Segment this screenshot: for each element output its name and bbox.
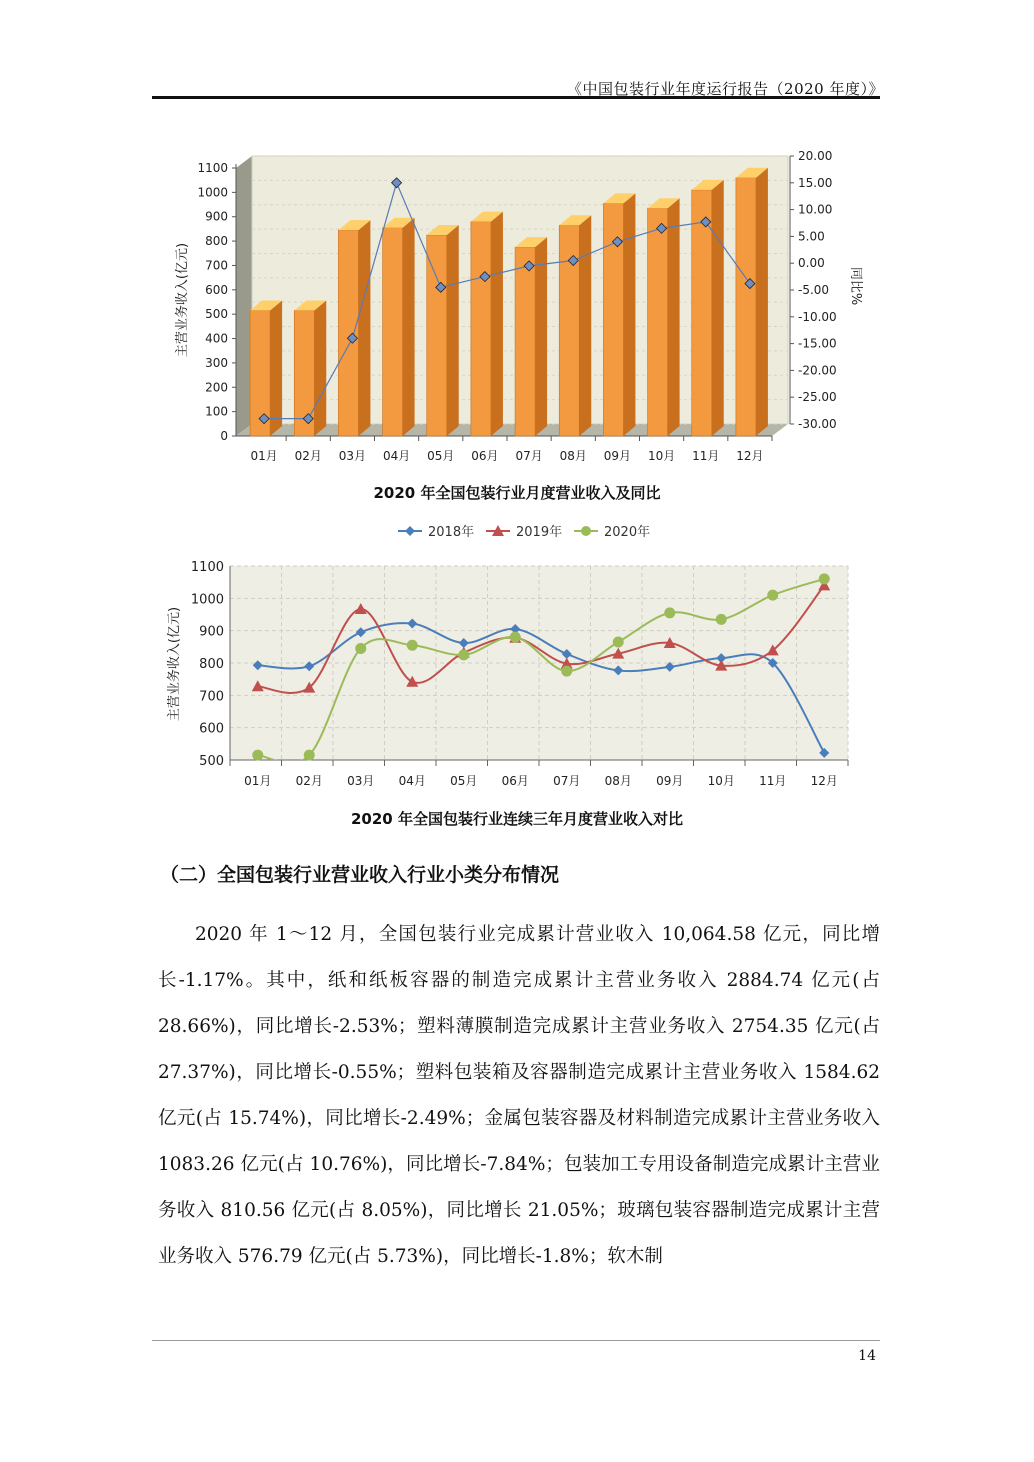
chart1-xtick-label: 01月 [250,449,278,463]
chart1-ytick-label: 1100 [197,161,228,175]
section-title: （二）全国包装行业营业收入行业小类分布情况 [160,864,560,886]
chart1-xtick-label: 08月 [559,449,587,463]
chart2-xtick-label: 12月 [810,774,838,788]
page-number: 14 [858,1348,876,1364]
chart2-ytick-label: 700 [199,689,224,705]
chart2-point [355,643,366,654]
chart1-xtick-label: 04月 [382,449,411,463]
chart2-xtick-label: 02月 [295,774,323,788]
chart2-point [664,607,675,618]
chart1-ytick-label: 100 [205,404,228,419]
chart1-y2tick-label: -10.00 [798,309,837,324]
chart1-caption: 2020 年全国包装行业月度营业收入及同比 [373,484,661,502]
chart1-ylabel: 主营业务收入(亿元) [175,242,190,358]
chart1-xtick-label: 05月 [427,449,455,463]
chart2-point [304,750,315,761]
chart2-point [510,632,521,643]
chart2-ytick-label: 1100 [190,560,224,575]
chart2-caption: 2020 年全国包装行业连续三年月度营业收入对比 [351,810,683,828]
chart2-ylabel: 主营业务收入(亿元) [167,606,182,722]
chart1-xtick-label: 12月 [736,449,764,463]
report-header-title: 《中国包装行业年度运行报告（2020 年度）》 [567,80,884,98]
chart2-legend-label: 2018年 [428,525,475,540]
chart1-xtick-label: 10月 [647,449,676,463]
chart2-xtick-label: 11月 [759,774,787,788]
chart2-point [458,649,469,660]
chart1-y2tick-label: -15.00 [798,336,837,351]
chart2-legend-label: 2020年 [604,525,651,540]
chart2-xtick-label: 04月 [398,774,426,788]
chart1-y2tick-label: -30.00 [798,417,837,431]
chart1-y2tick-label: -5.00 [798,283,830,297]
chart1-y2tick-label: 10.00 [798,202,833,217]
chart1-ytick-label: 700 [205,258,228,273]
chart1-y2tick-label: 15.00 [798,175,833,190]
chart2-xtick-label: 09月 [656,774,684,788]
chart1-y2tick-label: -25.00 [798,390,837,405]
chart2-point [716,614,727,625]
chart2-ytick-label: 900 [199,624,224,640]
chart2-xtick-label: 07月 [553,774,581,788]
chart1-y2label: 同比% [848,266,863,306]
chart1-xtick-label: 09月 [603,449,632,463]
chart1-ytick-label: 300 [205,355,228,370]
chart1-y2tick-label: 5.00 [798,229,825,244]
chart1-ytick-label: 500 [205,307,228,322]
chart1-y2tick-label: 0.00 [798,256,825,271]
chart1-ytick-label: 600 [205,282,228,297]
body-paragraph: 2020 年 1～12 月，全国包装行业完成累计营业收入 10,064.58 亿元，同比增长-1.17%。其中，纸和纸板容器的制造完成累计主营业务收入 2884.74 亿元(占 28.66%)，同比增长-2.53%；塑料薄膜制造完成累计主营业务收入 2754.35 亿元(占 27.37%)，同比增长-0.55%；塑料包装箱及容器制造完成累计主营业务收入 1584.62 亿元(占 15.74%)，同比增长-2.49%；金属包装容器及材料制造完成累计主营业务收入 1083.26 亿元(占 10.76%)，同比增长-7.84%；包装加工专用设备制造完成累计主营业务收入 810.56 亿元(占 8.05%)，同比增长 21.05%；玻璃包装容器制造完成累计主营业务收入 576.79 亿元(占 5.73%)，同比增长-1.8%；软木制 [158,924,880,1267]
chart2-ytick-label: 500 [199,754,224,769]
chart1-y2tick-label: -20.00 [798,363,837,378]
chart2-point [561,666,572,677]
chart2-xtick-label: 01月 [244,774,272,788]
chart2-point [613,636,624,647]
footer-rule [152,1340,880,1341]
body-text [158,912,880,1280]
chart2-xtick-label: 05月 [450,774,478,788]
chart2-ytick-label: 1000 [190,592,224,608]
chart2-xtick-label: 10月 [707,774,735,788]
chart1-y2tick-label: 20.00 [798,149,833,163]
chart2-legend-marker [581,526,591,536]
chart2-point [767,590,778,601]
chart2-xtick-label: 03月 [347,774,375,788]
chart2-xtick-label: 06月 [501,774,529,788]
chart1-xtick-label: 07月 [515,449,543,463]
chart1-ytick-label: 400 [205,331,228,346]
chart1-xtick-label: 11月 [692,449,720,463]
chart2-ytick-label: 600 [199,721,224,737]
chart2-ytick-label: 800 [199,657,224,672]
chart2-point [819,573,830,584]
chart1-ytick-label: 200 [205,380,228,395]
chart2-legend-marker [405,526,415,536]
chart1-ytick-label: 900 [205,209,228,224]
chart2-legend-label: 2019年 [516,525,563,540]
chart1-xtick-label: 03月 [338,449,367,463]
chart1-ytick-label: 800 [205,234,228,249]
chart2-xtick-label: 08月 [604,774,632,788]
chart1-xtick-label: 02月 [294,449,322,463]
chart1-ytick-label: 1000 [197,185,228,200]
chart1-ytick-label: 0 [220,429,228,443]
chart2-point [252,750,263,761]
chart2-point [407,640,418,651]
chart1-xtick-label: 06月 [471,449,499,463]
